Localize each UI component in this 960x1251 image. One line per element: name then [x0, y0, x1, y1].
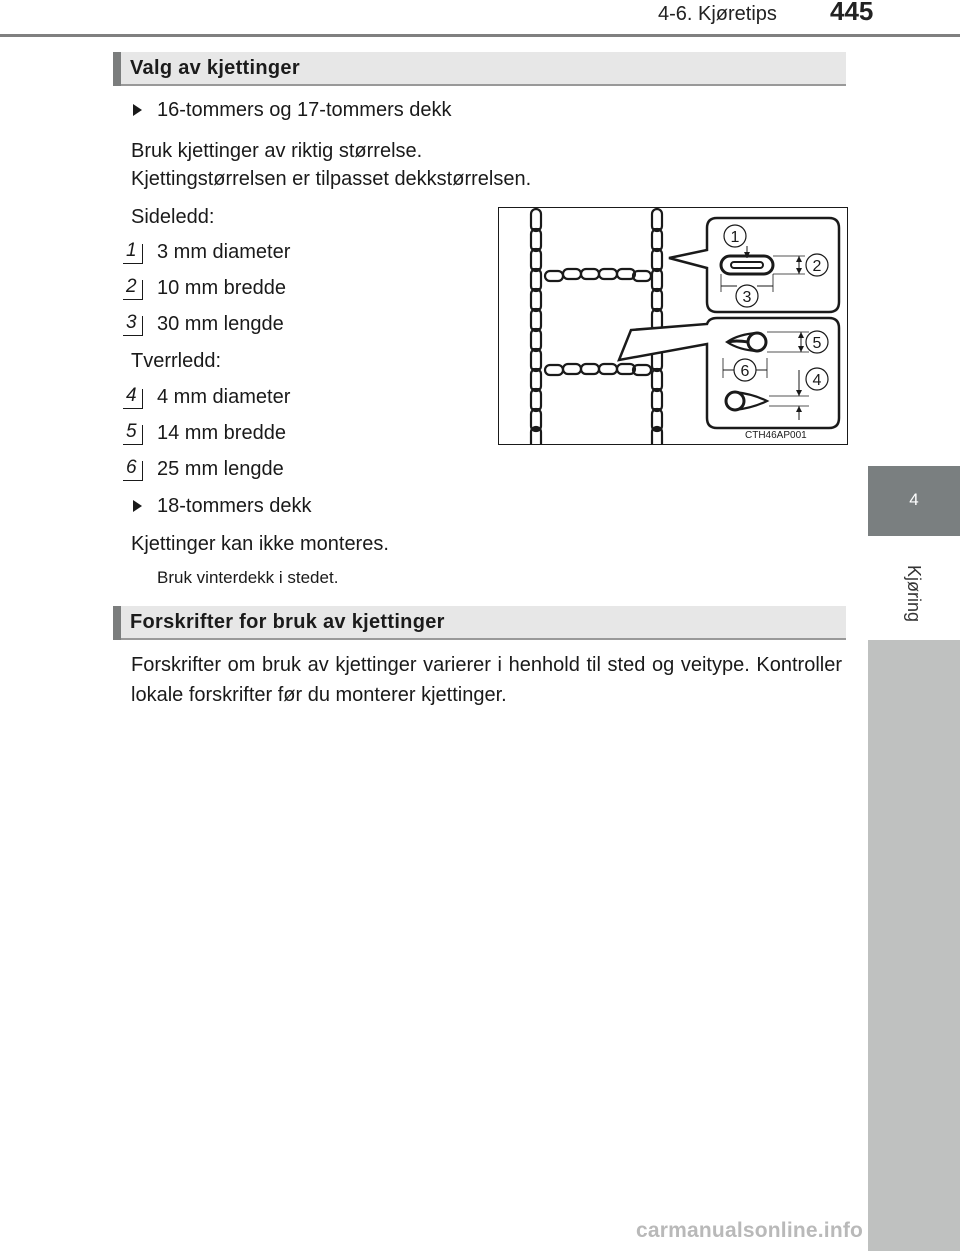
- cross-chain-lower: [545, 364, 651, 375]
- chapter-tab: [868, 466, 960, 536]
- callout-label: 6: [740, 363, 750, 380]
- section-heading-regulations: [113, 606, 846, 640]
- cross-links-label: Tverrledd:: [131, 350, 222, 372]
- header-section-title: 4-6. Kjøretips: [658, 3, 777, 25]
- subsection-title: 16-tommers og 17-tommers dekk: [157, 99, 452, 121]
- figure-code: CTH46AP001: [745, 430, 807, 441]
- tire-chain-illustration: [499, 208, 847, 444]
- number-marker-icon: 2: [123, 276, 146, 299]
- number-marker-icon: 5: [123, 421, 146, 444]
- callout-label: 5: [812, 335, 822, 352]
- number-marker-icon: 6: [123, 457, 146, 480]
- section-heading-text: Valg av kjettinger: [130, 57, 300, 79]
- chapter-title-text: Kjøring: [904, 564, 925, 622]
- list-item: 3 mm diameter: [157, 241, 291, 263]
- cross-chain-upper: [545, 269, 651, 281]
- side-chain-left: [531, 209, 541, 444]
- body-text: Kjettinger kan ikke monteres.: [131, 533, 389, 555]
- chapter-title: [872, 548, 956, 638]
- body-text: Bruk kjettinger av riktig størrelse.: [131, 140, 423, 162]
- chapter-number: 4: [909, 490, 919, 509]
- triangle-bullet-icon: [133, 104, 142, 116]
- chapter-side-bar: [868, 640, 960, 1251]
- list-item: 10 mm bredde: [157, 277, 286, 299]
- triangle-bullet-icon: [133, 500, 142, 512]
- section-heading-chains: [113, 52, 846, 86]
- tire-chain-figure: [498, 207, 848, 445]
- side-links-label: Sideledd:: [131, 206, 215, 228]
- watermark: carmanualsonline.info: [636, 1219, 864, 1242]
- number-marker-icon: 4: [123, 385, 146, 408]
- callout-label: 4: [812, 372, 822, 389]
- list-item: 14 mm bredde: [157, 422, 286, 444]
- number-marker-icon: 1: [123, 240, 146, 263]
- callout-label: 2: [812, 258, 822, 275]
- list-item: 30 mm lengde: [157, 313, 284, 335]
- body-text: Kjettingstørrelsen er tilpasset dekkstørrelsen.: [131, 168, 532, 190]
- page-number: 445: [830, 0, 874, 26]
- side-link-detail-callout: [669, 218, 839, 312]
- callout-label: 3: [742, 289, 752, 306]
- body-paragraph: Forskrifter om bruk av kjettinger varierer i henhold til sted og veitype. Kontroller lokale forskrifter før du monterer kjettinger.: [131, 654, 842, 706]
- subsection-title: 18-tommers dekk: [157, 495, 312, 517]
- section-heading-text: Forskrifter for bruk av kjettinger: [130, 611, 445, 633]
- header-rule: [0, 34, 960, 37]
- list-item: 25 mm lengde: [157, 458, 284, 480]
- callout-label: 1: [730, 229, 740, 246]
- list-item: 4 mm diameter: [157, 386, 291, 408]
- number-marker-icon: 3: [123, 312, 146, 335]
- small-note: Bruk vinterdekk i stedet.: [157, 568, 339, 587]
